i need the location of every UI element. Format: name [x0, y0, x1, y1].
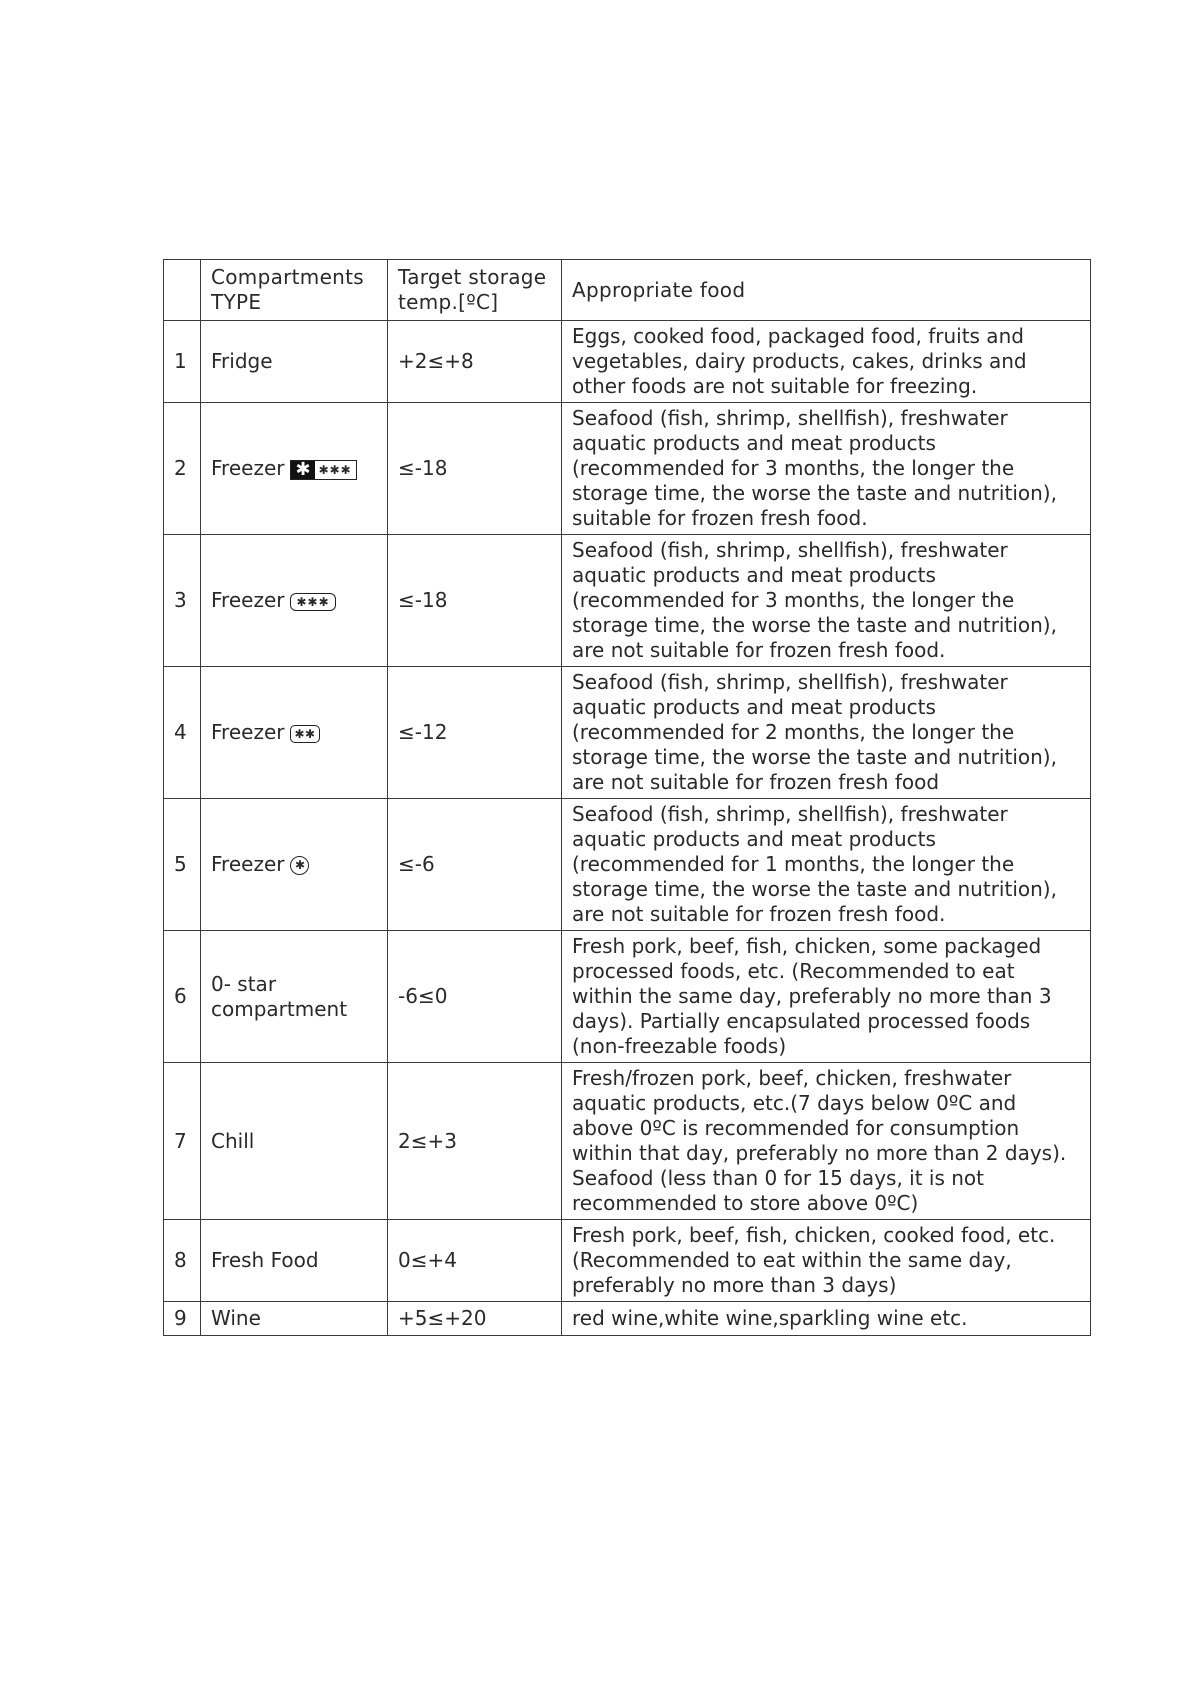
- compartment-type: Chill: [201, 1063, 388, 1220]
- row-number: 9: [164, 1302, 201, 1336]
- four-star-freezer-icon: [290, 460, 356, 480]
- table-row: [164, 1063, 1091, 1220]
- compartment-type-cell: [201, 667, 388, 799]
- row-number: 6: [164, 931, 201, 1063]
- row-number: 2: [164, 403, 201, 535]
- star-rating-icon: ✱✱✱: [318, 462, 352, 477]
- appropriate-food: Fresh pork, beef, fish, chicken, some packaged processed foods, etc. (Recommended to eat within the same day, preferably no more than 3 days). Partially encapsulated processed foods (non-freezable foods): [562, 931, 1091, 1063]
- table-row: [164, 535, 1091, 667]
- compartment-type: Freezer: [211, 456, 285, 480]
- table-row: [164, 799, 1091, 931]
- appropriate-food: red wine,white wine,sparkling wine etc.: [562, 1302, 1091, 1336]
- compartment-type: Fresh Food: [201, 1220, 388, 1302]
- table-header-row: [164, 260, 1091, 321]
- header-temp: Target storage temp.[ºC]: [388, 260, 562, 321]
- target-temp: -6≤0: [388, 931, 562, 1063]
- table-row: [164, 1220, 1091, 1302]
- target-temp: 2≤+3: [388, 1063, 562, 1220]
- appropriate-food: Fresh/frozen pork, beef, chicken, freshwater aquatic products, etc.(7 days below 0ºC and above 0ºC is recommended for consumption within that day, preferably no more than 2 days). Seafood (less than 0 for 15 days, it is not recommended to store above 0ºC): [562, 1063, 1091, 1220]
- row-number: 8: [164, 1220, 201, 1302]
- appropriate-food: Seafood (fish, shrimp, shellfish), freshwater aquatic products and meat products (recommended for 1 months, the longer the storage time, the worse the taste and nutrition), are not suitable for frozen fresh food.: [562, 799, 1091, 931]
- one-star-freezer-icon: ✱: [290, 856, 309, 875]
- appropriate-food: Fresh pork, beef, fish, chicken, cooked food, etc. (Recommended to eat within the same day, preferably no more than 3 days): [562, 1220, 1091, 1302]
- table-row: [164, 931, 1091, 1063]
- row-number: 3: [164, 535, 201, 667]
- storage-table: [163, 259, 1091, 1336]
- compartment-type-cell: [201, 535, 388, 667]
- row-number: 1: [164, 321, 201, 403]
- row-number: 5: [164, 799, 201, 931]
- table-row: [164, 1302, 1091, 1336]
- appropriate-food: Seafood (fish, shrimp, shellfish), freshwater aquatic products and meat products (recommended for 3 months, the longer the storage time, the worse the taste and nutrition), are not suitable for frozen fresh food.: [562, 535, 1091, 667]
- appropriate-food: Seafood (fish, shrimp, shellfish), freshwater aquatic products and meat products (recommended for 3 months, the longer the storage time, the worse the taste and nutrition), suitable for frozen fresh food.: [562, 403, 1091, 535]
- compartment-type: 0- star compartment: [201, 931, 388, 1063]
- appropriate-food: Eggs, cooked food, packaged food, fruits and vegetables, dairy products, cakes, drinks and other foods are not suitable for freezing.: [562, 321, 1091, 403]
- header-type: Compartments TYPE: [201, 260, 388, 321]
- target-temp: ≤-12: [388, 667, 562, 799]
- row-number: 4: [164, 667, 201, 799]
- compartment-type: Freezer: [211, 852, 285, 876]
- target-temp: +2≤+8: [388, 321, 562, 403]
- header-no: [164, 260, 201, 321]
- appropriate-food: Seafood (fish, shrimp, shellfish), freshwater aquatic products and meat products (recommended for 2 months, the longer the storage time, the worse the taste and nutrition), are not suitable for frozen fresh food: [562, 667, 1091, 799]
- compartment-type: Freezer: [211, 720, 285, 744]
- compartment-type: Fridge: [201, 321, 388, 403]
- target-temp: +5≤+20: [388, 1302, 562, 1336]
- row-number: 7: [164, 1063, 201, 1220]
- compartment-type-cell: [201, 403, 388, 535]
- table-row: [164, 667, 1091, 799]
- compartment-type: Freezer: [211, 588, 285, 612]
- compartment-type: Wine: [201, 1302, 388, 1336]
- target-temp: ≤-18: [388, 403, 562, 535]
- three-star-freezer-icon: ✱✱✱: [290, 593, 335, 611]
- compartment-type-cell: [201, 799, 388, 931]
- freezer-snowflake-icon: ✱: [291, 461, 314, 479]
- target-temp: 0≤+4: [388, 1220, 562, 1302]
- table-row: [164, 403, 1091, 535]
- target-temp: ≤-6: [388, 799, 562, 931]
- two-star-freezer-icon: ✱✱: [290, 725, 319, 743]
- header-food: Appropriate food: [562, 260, 1091, 321]
- table-row: [164, 321, 1091, 403]
- target-temp: ≤-18: [388, 535, 562, 667]
